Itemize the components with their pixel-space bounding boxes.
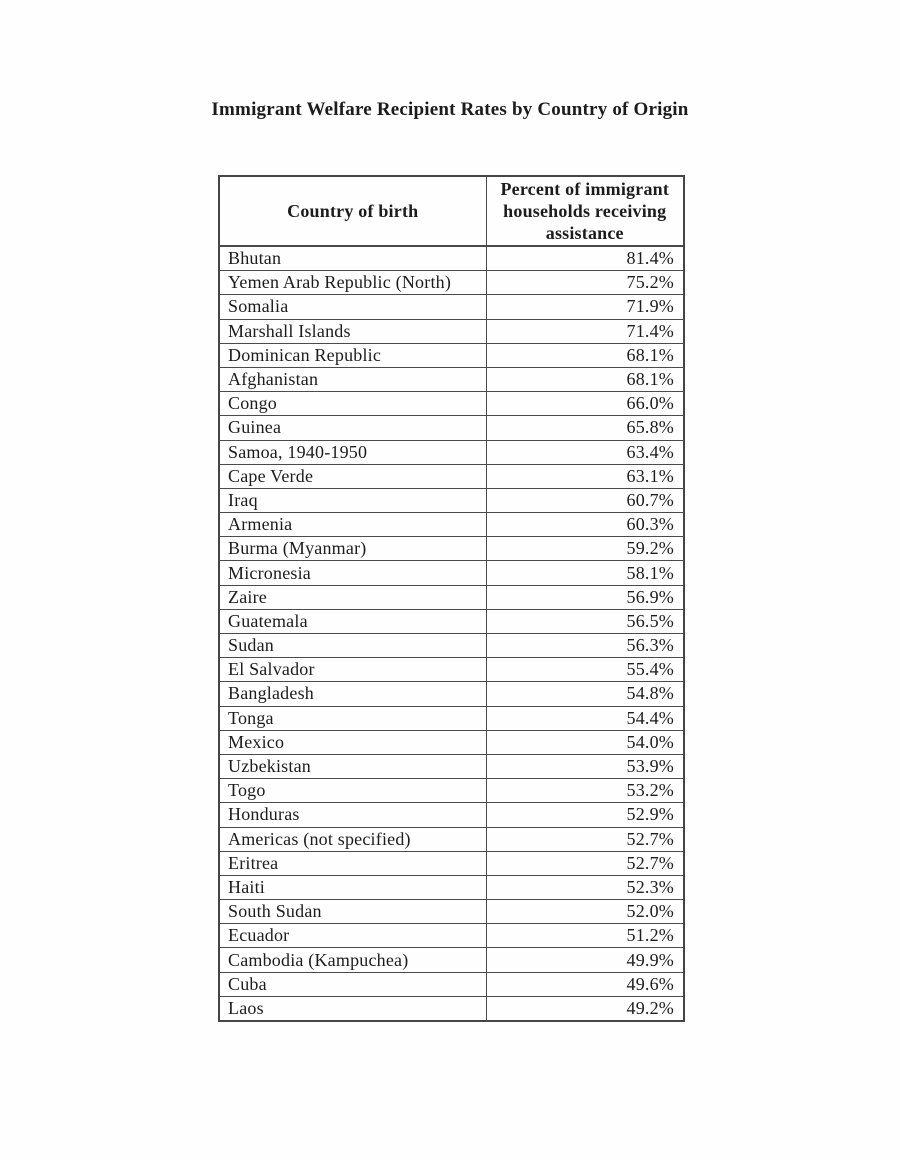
rates-table-container [218,175,685,1022]
table-row [219,948,684,972]
table-row [219,295,684,319]
percent-cell: 63.1% [486,464,684,488]
percent-cell: 60.3% [486,513,684,537]
country-cell: Bangladesh [219,682,486,706]
percent-cell: 54.0% [486,730,684,754]
table-body [219,246,684,1021]
country-cell: Armenia [219,513,486,537]
country-cell: Sudan [219,634,486,658]
table-row [219,682,684,706]
country-cell: South Sudan [219,900,486,924]
country-cell: Americas (not specified) [219,827,486,851]
table-row [219,246,684,271]
country-cell: Honduras [219,803,486,827]
percent-cell: 49.2% [486,996,684,1021]
percent-cell: 52.7% [486,851,684,875]
country-cell: Bhutan [219,246,486,271]
country-cell: Congo [219,392,486,416]
country-cell: Cape Verde [219,464,486,488]
country-cell: Togo [219,779,486,803]
percent-cell: 71.9% [486,295,684,319]
header-row [219,176,684,246]
table-row [219,537,684,561]
percent-cell: 58.1% [486,561,684,585]
country-cell: Ecuador [219,924,486,948]
country-cell: Cuba [219,972,486,996]
percent-cell: 68.1% [486,367,684,391]
country-cell: Samoa, 1940-1950 [219,440,486,464]
country-cell: Zaire [219,585,486,609]
table-row [219,634,684,658]
percent-cell: 52.3% [486,875,684,899]
table-row [219,440,684,464]
table-row [219,754,684,778]
country-cell: Haiti [219,875,486,899]
percent-cell: 56.5% [486,609,684,633]
percent-cell: 68.1% [486,343,684,367]
table-row [219,513,684,537]
percent-cell: 56.3% [486,634,684,658]
table-row [219,488,684,512]
table-row [219,851,684,875]
percent-cell: 65.8% [486,416,684,440]
column-header-percent-line-2: households receiving [503,201,667,221]
percent-cell: 53.2% [486,779,684,803]
country-cell: Afghanistan [219,367,486,391]
country-cell: Iraq [219,488,486,512]
percent-cell: 60.7% [486,488,684,512]
country-cell: Guatemala [219,609,486,633]
table-row [219,561,684,585]
table-row [219,464,684,488]
country-cell: Tonga [219,706,486,730]
table-row [219,585,684,609]
country-cell: Cambodia (Kampuchea) [219,948,486,972]
percent-cell: 75.2% [486,271,684,295]
percent-cell: 66.0% [486,392,684,416]
table-row [219,996,684,1021]
table-row [219,972,684,996]
percent-cell: 55.4% [486,658,684,682]
table-row [219,367,684,391]
table-row [219,827,684,851]
column-header-percent [486,176,684,246]
percent-cell: 51.2% [486,924,684,948]
table-row [219,875,684,899]
percent-cell: 81.4% [486,246,684,271]
column-header-country: Country of birth [219,176,486,246]
country-cell: Uzbekistan [219,754,486,778]
country-cell: Mexico [219,730,486,754]
table-row [219,900,684,924]
percent-cell: 52.9% [486,803,684,827]
country-cell: Marshall Islands [219,319,486,343]
table-row [219,924,684,948]
table-row [219,416,684,440]
country-cell: Somalia [219,295,486,319]
country-cell: Eritrea [219,851,486,875]
table-row [219,392,684,416]
percent-cell: 54.8% [486,682,684,706]
table-row [219,706,684,730]
table-row [219,658,684,682]
table-row [219,343,684,367]
column-header-percent-line-1: Percent of immigrant [500,179,670,199]
table-row [219,779,684,803]
table-row [219,319,684,343]
percent-cell: 49.9% [486,948,684,972]
percent-cell: 52.0% [486,900,684,924]
country-cell: Yemen Arab Republic (North) [219,271,486,295]
percent-cell: 54.4% [486,706,684,730]
country-cell: Micronesia [219,561,486,585]
table-row [219,730,684,754]
percent-cell: 59.2% [486,537,684,561]
table-row [219,803,684,827]
document-title: Immigrant Welfare Recipient Rates by Country of Origin [211,99,689,120]
country-cell: Burma (Myanmar) [219,537,486,561]
country-cell: El Salvador [219,658,486,682]
table-row [219,609,684,633]
welfare-rates-table [218,175,685,1022]
percent-cell: 52.7% [486,827,684,851]
percent-cell: 49.6% [486,972,684,996]
percent-cell: 71.4% [486,319,684,343]
country-cell: Laos [219,996,486,1021]
table-row [219,271,684,295]
column-header-percent-line-3: assistance [545,223,624,243]
percent-cell: 63.4% [486,440,684,464]
percent-cell: 56.9% [486,585,684,609]
country-cell: Guinea [219,416,486,440]
country-cell: Dominican Republic [219,343,486,367]
percent-cell: 53.9% [486,754,684,778]
